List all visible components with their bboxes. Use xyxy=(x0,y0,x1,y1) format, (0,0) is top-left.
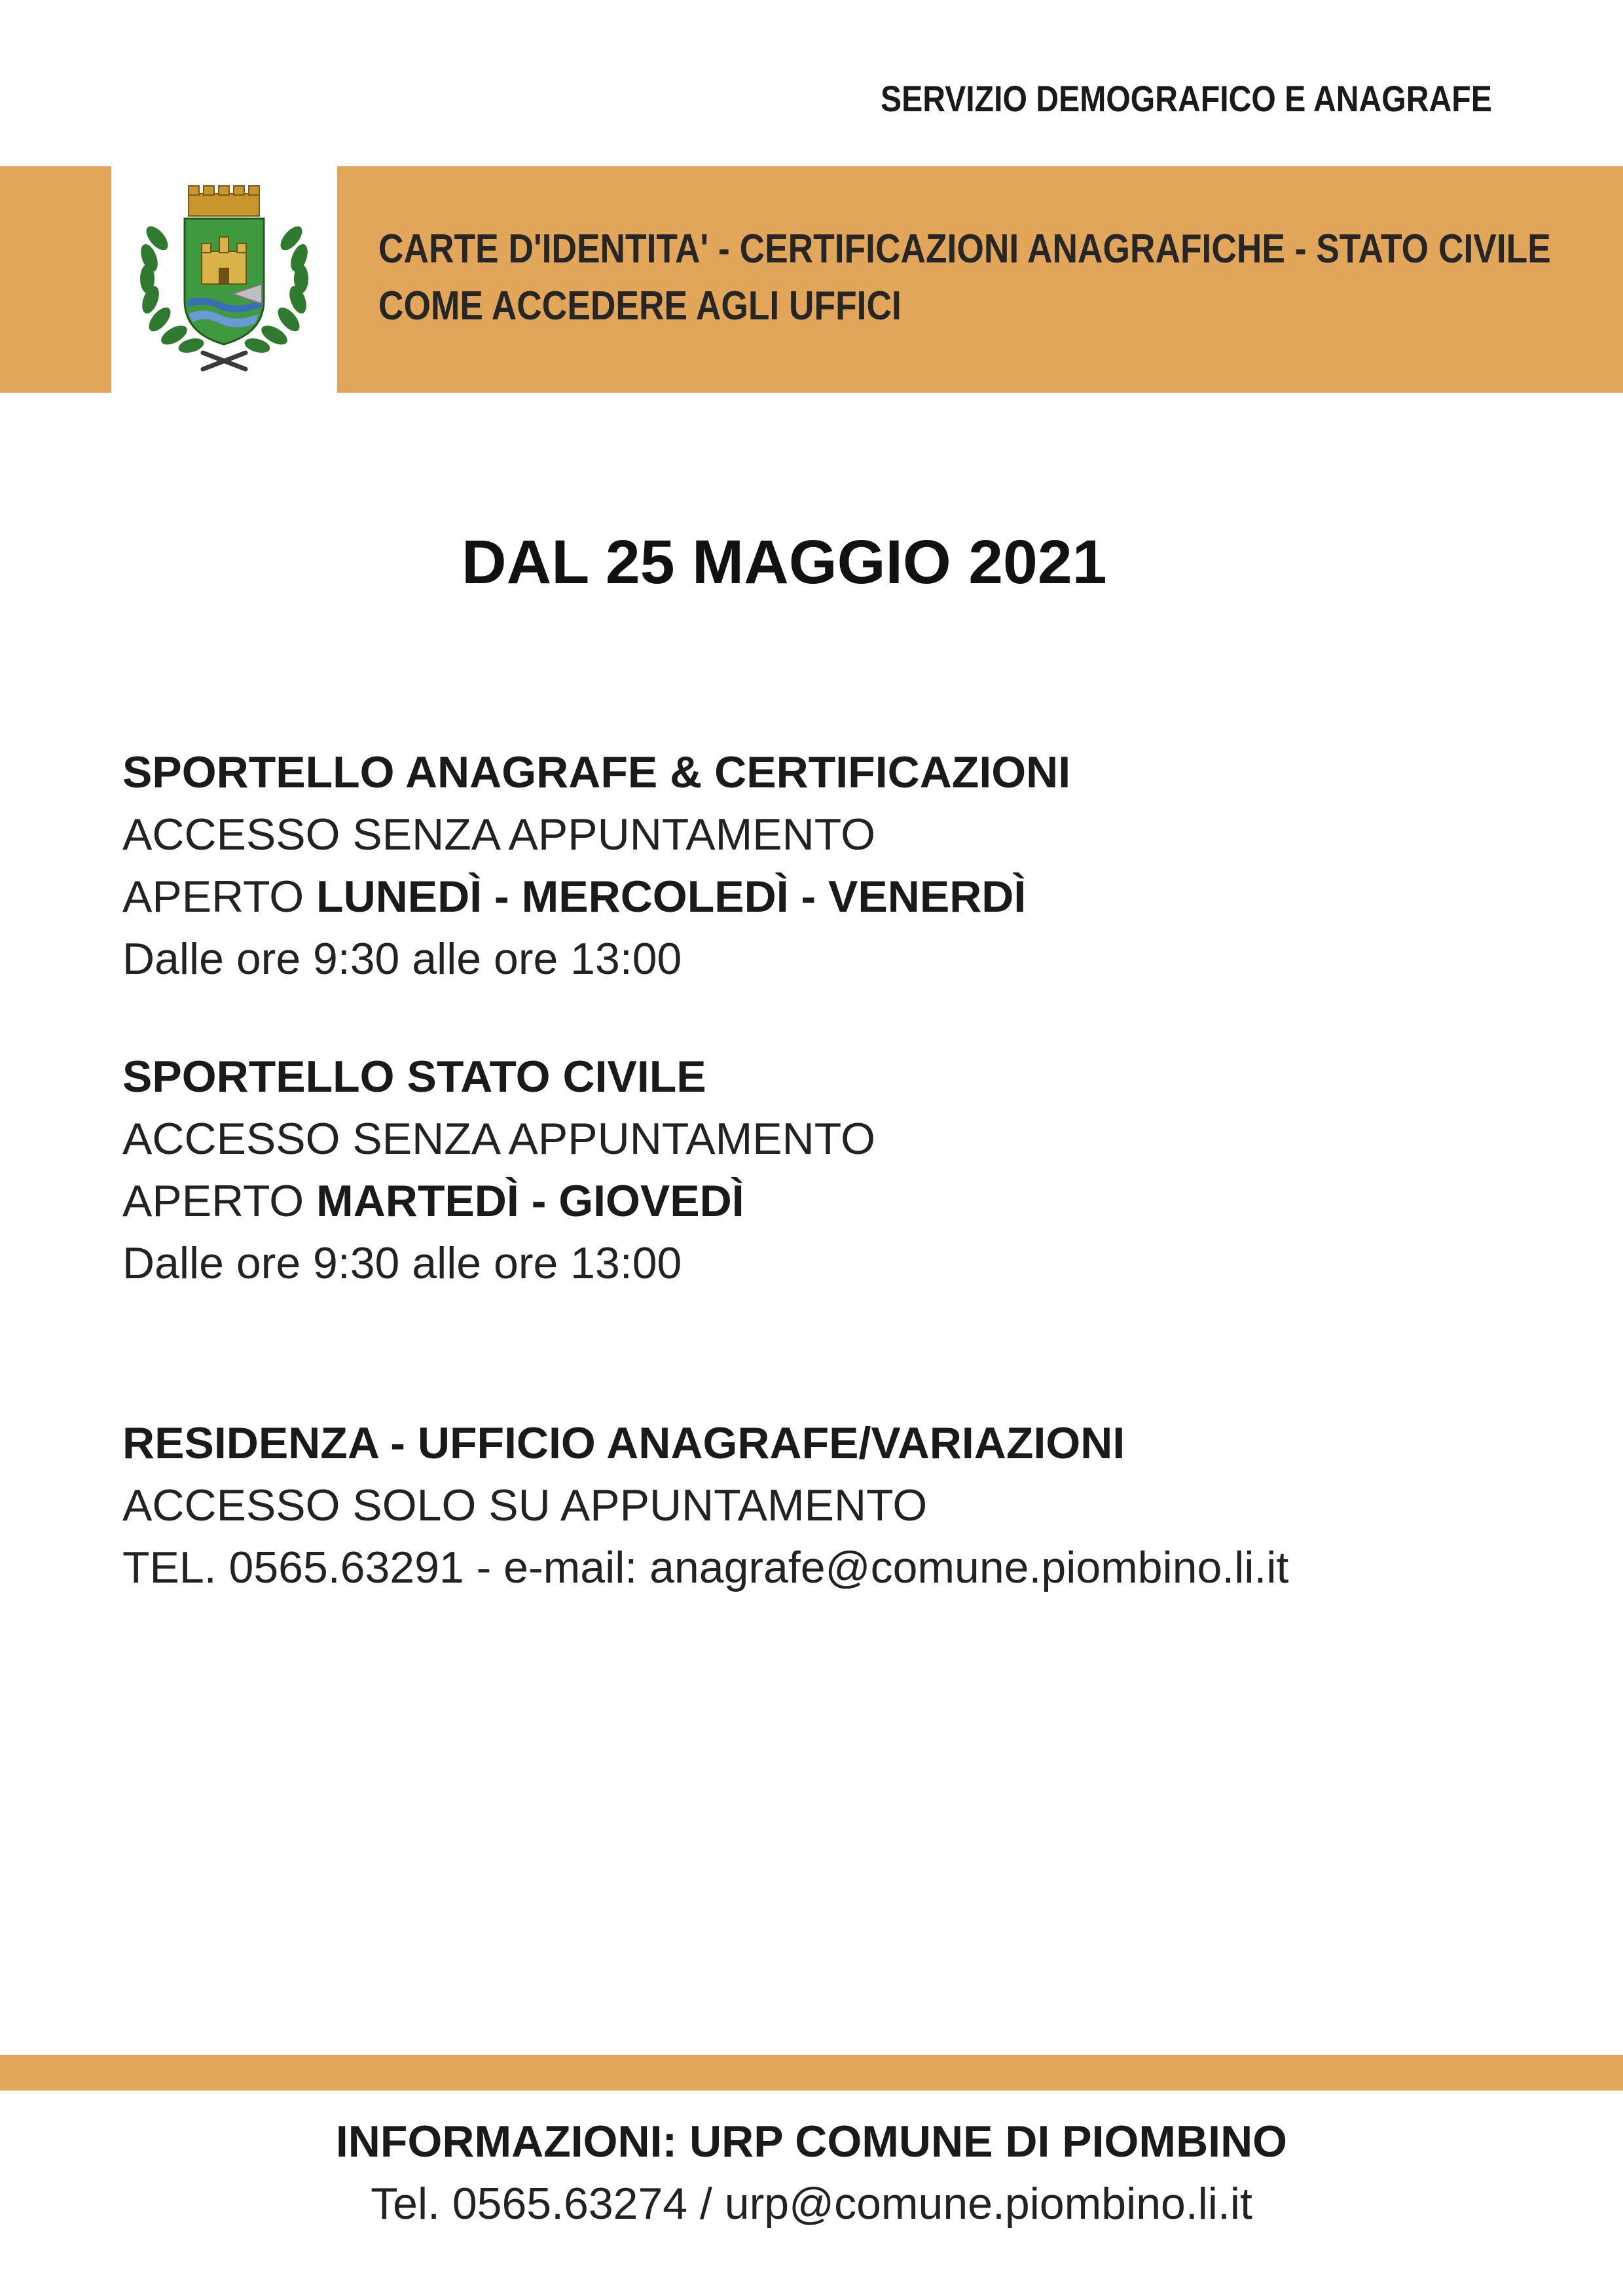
footer-title: INFORMAZIONI: URP COMUNE DI PIOMBINO xyxy=(335,2117,1288,2166)
opening-hours: Dalle ore 9:30 alle ore 13:00 xyxy=(122,934,682,984)
opening-prefix: APERTO xyxy=(122,1176,317,1226)
footer-band xyxy=(0,2055,1623,2090)
effective-date-title: DAL 25 MAGGIO 2021 xyxy=(462,528,1107,597)
band-title-line2: COME ACCEDERE AGLI UFFICI xyxy=(378,283,902,329)
access-info: ACCESSO SENZA APPUNTAMENTO xyxy=(122,810,875,859)
access-info: ACCESSO SOLO SU APPUNTAMENTO xyxy=(122,1480,928,1530)
footer-contact: Tel. 0565.63274 / urp@comune.piombino.li.it xyxy=(371,2179,1252,2229)
section-stato-civile xyxy=(122,1046,875,1295)
section-heading: SPORTELLO ANAGRAFE & CERTIFICAZIONI xyxy=(122,747,1071,797)
opening-days xyxy=(122,1170,875,1232)
opening-hours: Dalle ore 9:30 alle ore 13:00 xyxy=(122,1238,682,1288)
opening-days-list: MARTEDÌ - GIOVEDÌ xyxy=(316,1176,744,1226)
section-heading: SPORTELLO STATO CIVILE xyxy=(122,1052,706,1102)
opening-prefix: APERTO xyxy=(122,872,317,922)
opening-days-list: LUNEDÌ - MERCOLEDÌ - VENERDÌ xyxy=(316,872,1027,922)
contact-info: TEL. 0565.63291 - e-mail: anagrafe@comune.piombino.li.it xyxy=(122,1543,1289,1592)
access-info: ACCESSO SENZA APPUNTAMENTO xyxy=(122,1114,875,1164)
band-title-line1: CARTE D'IDENTITA' - CERTIFICAZIONI ANAGRAFICHE - STATO CIVILE xyxy=(378,226,1551,272)
municipal-coat-of-arms-icon xyxy=(111,166,337,393)
section-residenza xyxy=(122,1412,1288,1599)
section-heading: RESIDENZA - UFFICIO ANAGRAFE/VARIAZIONI xyxy=(122,1418,1125,1468)
opening-days xyxy=(122,866,1070,928)
department-name: SERVIZIO DEMOGRAFICO E ANAGRAFE xyxy=(881,78,1492,119)
section-anagrafe-certificazioni xyxy=(122,742,1070,990)
crest-panel xyxy=(111,166,337,393)
